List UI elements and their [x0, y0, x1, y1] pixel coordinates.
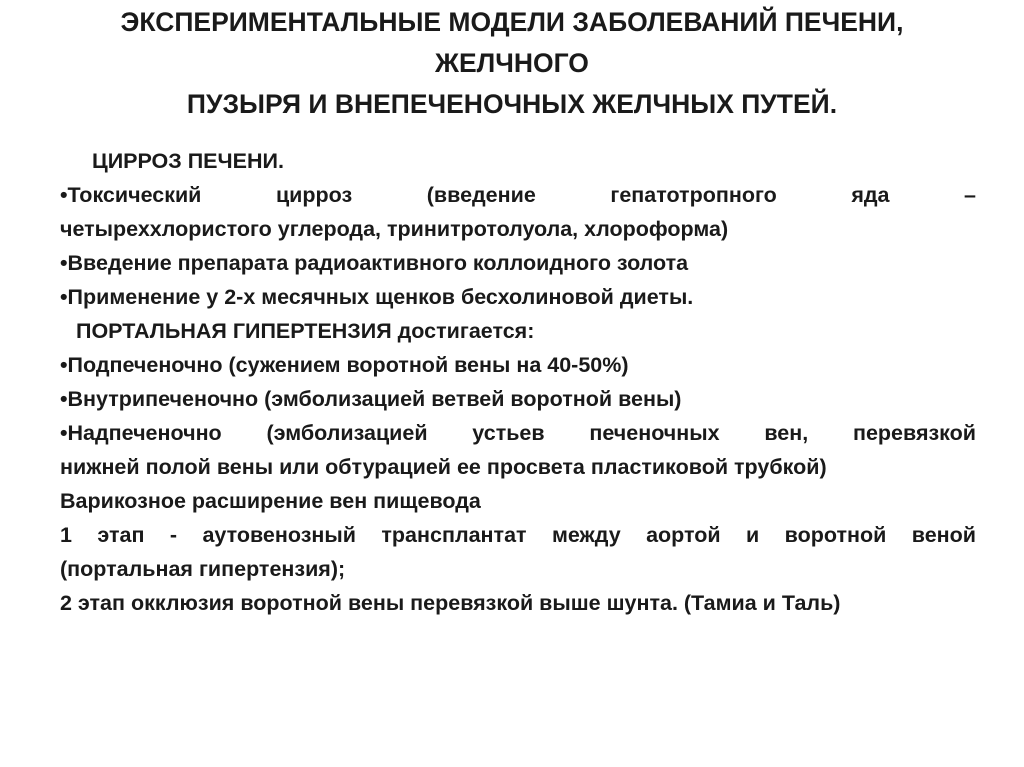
list-item-choline-free-diet: •Применение у 2-х месячных щенков бесхолиновой диеты. — [60, 285, 694, 309]
list-item-suprahepatic-cont: нижней полой вены или обтурацией ее просвета пластиковой трубкой) — [60, 455, 827, 479]
title-line-3: ПУЗЫРЯ И ВНЕПЕЧЕНОЧНЫХ ЖЕЛЧНЫХ ПУТЕЙ. — [186, 89, 838, 119]
stage-2: 2 этап окклюзия воротной вены перевязкой выше шунта. (Тамиа и Таль) — [60, 591, 841, 615]
list-item-toxic-cirrhosis: •Токсический цирроз (введение гепатотропного яда – — [60, 183, 976, 207]
list-item-suprahepatic: •Надпеченочно (эмболизацией устьев печеночных вен, перевязкой — [60, 421, 976, 445]
heading-portal-hypertension: ПОРТАЛЬНАЯ ГИПЕРТЕНЗИЯ достигается: — [76, 319, 535, 343]
slide-title — [60, 2, 964, 125]
list-item-toxic-cirrhosis-cont: четыреххлористого углерода, тринитротолуола, хлороформа) — [60, 217, 729, 241]
list-item-subhepatic: •Подпеченочно (сужением воротной вены на 40-50%) — [60, 353, 629, 377]
slide-body — [60, 144, 976, 620]
stage-1: 1 этап - аутовенозный трансплантат между аортой и воротной веной — [60, 523, 976, 547]
heading-varicose-veins: Варикозное расширение вен пищевода — [60, 489, 481, 513]
title-line-1: ЭКСПЕРИМЕНТАЛЬНЫЕ МОДЕЛИ ЗАБОЛЕВАНИЙ ПЕЧЕНИ, — [120, 7, 904, 37]
list-item-colloidal-gold: •Введение препарата радиоактивного коллоидного золота — [60, 251, 689, 275]
heading-cirrhosis: ЦИРРОЗ ПЕЧЕНИ. — [92, 149, 284, 173]
stage-1-cont: (портальная гипертензия); — [60, 557, 346, 581]
title-line-2: ЖЕЛЧНОГО — [435, 48, 589, 78]
list-item-intrahepatic: •Внутрипеченочно (эмболизацией ветвей воротной вены) — [60, 387, 682, 411]
